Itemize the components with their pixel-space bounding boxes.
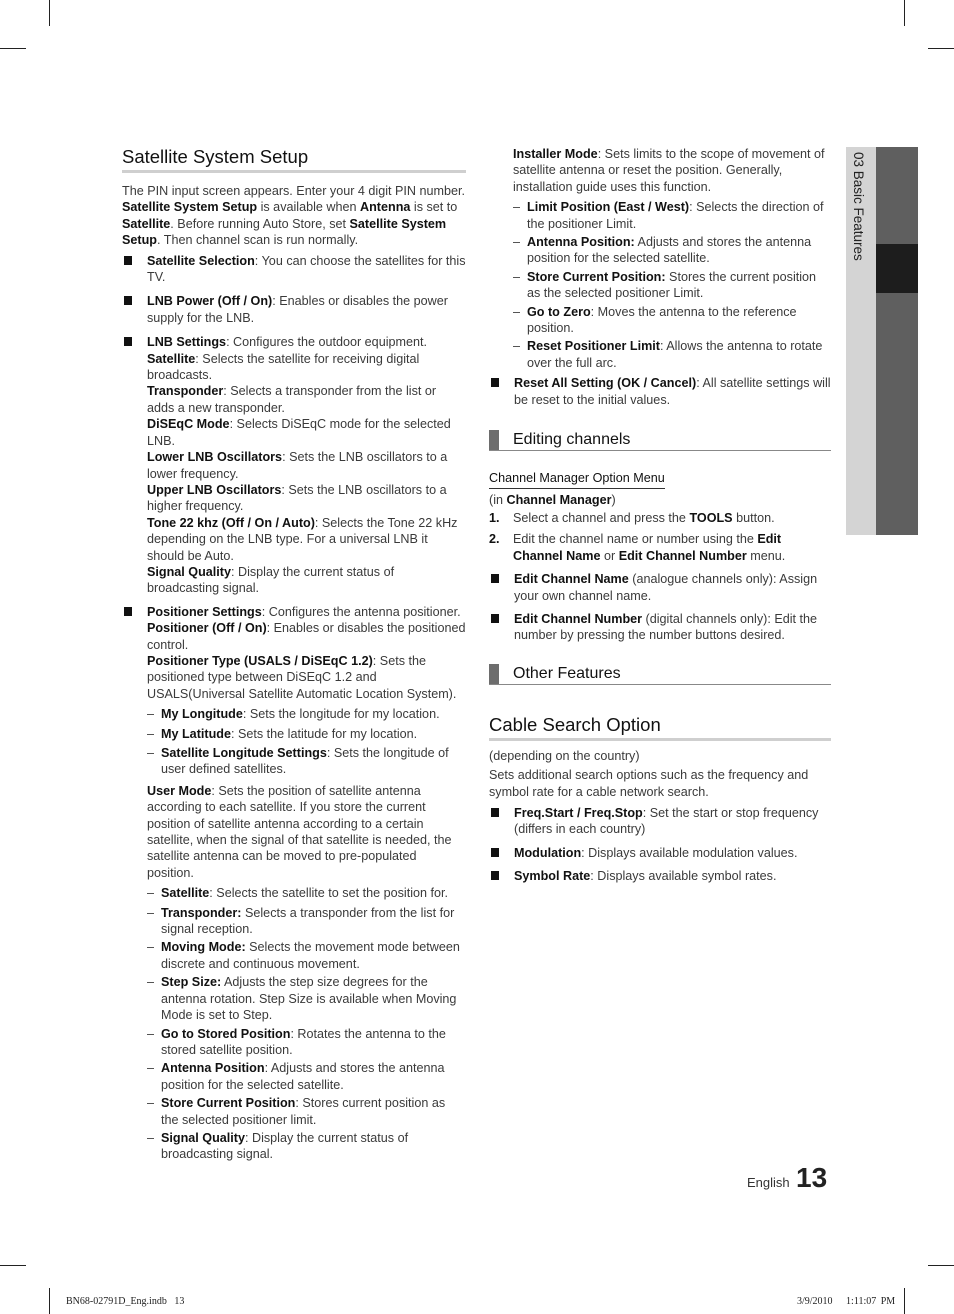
bullet-item (489, 375, 831, 408)
crop-mark (904, 0, 905, 26)
subsection-title: Other Features (489, 664, 831, 685)
sub-item: User Mode: Sets the position of satellite antenna according to each satellite. If you store the current position of satellite antenna according to a certain satellite, when the signal of that satellite is needed, the satellite antenna can be moved to pre-populated position. (147, 783, 452, 880)
menu-location: (in Channel Manager) (489, 492, 616, 507)
bullet-text: Edit Channel Number (digital channels only): Edit the number by pressing the number buttons desired. (514, 611, 818, 643)
sub-item: Installer Mode: Sets limits to the scope of movement of satellite antenna or reset the position. Generally, installation guide uses this function. (513, 147, 825, 194)
bullet-text: Satellite Selection: You can choose the satellites for this TV. (147, 253, 466, 285)
step-text: Select a channel and press the TOOLS button. (513, 510, 775, 525)
print-date-info: 3/9/2010 1:11:07 PM (797, 1296, 896, 1307)
bullet-text: Symbol Rate: Displays available symbol rates. (514, 869, 777, 884)
bullet-text: Reset All Setting (OK / Cancel): All satellite settings will be reset to the initial values. (514, 376, 831, 407)
bullet-square-icon (124, 296, 132, 305)
dash-text: Step Size: Adjusts the step size degrees for the antenna rotation. Step Size is available when Moving Mode is set to Step. (161, 975, 457, 1023)
dash-text: Signal Quality: Display the current status of broadcasting signal. (161, 1130, 409, 1162)
bullet-lnb-settings (122, 334, 466, 597)
bullet-item (122, 293, 466, 326)
bullet-square-icon (491, 574, 499, 583)
menu-heading-wrap (489, 470, 831, 488)
dash-item: – Moving Mode: Selects the movement mode between discrete and continuous movement. (147, 939, 466, 972)
bullet-square-icon (491, 378, 499, 387)
dash-item: – My Latitude: Sets the latitude for my location. (147, 726, 466, 742)
crop-mark (0, 48, 26, 49)
dash-text: Satellite: Selects the satellite to set the position for. (161, 886, 449, 901)
dash-text: Limit Position (East / West): Selects the direction of the positioner Limit. (527, 200, 824, 231)
bullet-text: LNB Settings: Configures the outdoor equipment. (147, 335, 427, 350)
intro-paragraph: The PIN input screen appears. Enter your 4 digit PIN number. Satellite System Setup is available when Antenna is set to Satellite. Before running Auto Store, set Satellite System Setup. Then channel scan is run normally. (122, 184, 466, 248)
bullet-text: Positioner Settings: Configures the antenna positioner. (147, 604, 461, 619)
note-text: (depending on the country) (489, 748, 640, 763)
dash-item: – Antenna Position: Adjusts and stores the antenna position for the selected satellite. (513, 234, 831, 267)
dash-text: Antenna Position: Adjusts and stores the antenna position for the selected satellite. (161, 1061, 445, 1092)
dash-text: Satellite Longitude Settings: Sets the longitude of user defined satellites. (161, 746, 449, 777)
dash-text: Store Current Position: Stores the current position as the selected positioner Limit. (527, 269, 817, 301)
dash-item: – Store Current Position: Stores the current position as the selected positioner Limit. (513, 269, 831, 302)
dash-text: Moving Mode: Selects the movement mode between discrete and continuous movement. (161, 940, 460, 971)
bullet-square-icon (124, 256, 132, 265)
sub-item: Tone 22 khz (Off / On / Auto): Selects the Tone 22 kHz depending on the LNB type. For a universal LNB it should be Auto. (147, 515, 458, 563)
dash-item: – Store Current Position: Stores current position as the selected positioner limit. (147, 1095, 466, 1128)
dash-item: – My Longitude: Sets the longitude for my location. (147, 706, 466, 722)
dash-item: – Reset Positioner Limit: Allows the antenna to rotate over the full arc. (513, 338, 831, 371)
dash-text: Go to Stored Position: Rotates the antenna to the stored satellite position. (161, 1026, 446, 1057)
dash-text: Store Current Position: Stores current position as the selected positioner limit. (161, 1096, 446, 1127)
step-number: 2. (489, 532, 500, 547)
bullet-item (122, 253, 466, 286)
side-tab-label: 03 Basic Features (851, 152, 866, 261)
section-title: Cable Search Option (489, 714, 831, 741)
crop-mark (0, 1265, 26, 1266)
page-number: 13 (796, 1162, 828, 1193)
dash-item: – Go to Stored Position: Rotates the antenna to the stored satellite position. (147, 1026, 466, 1059)
dash-text: Antenna Position: Adjusts and stores the antenna position for the selected satellite. (527, 235, 812, 266)
bullet-square-icon (491, 871, 499, 880)
bullet-square-icon (491, 614, 499, 623)
dash-item: – Transponder: Selects a transponder from the list for signal reception. (147, 905, 466, 938)
dash-text: My Latitude: Sets the latitude for my location. (161, 726, 418, 741)
sub-item: Positioner (Off / On): Enables or disables the positioned control. (147, 621, 466, 652)
bullet-square-icon (491, 848, 499, 857)
sub-item: Upper LNB Oscillators: Sets the LNB oscillators to a higher frequency. (147, 482, 447, 514)
bullet-square-icon (124, 607, 132, 616)
dash-text: My Longitude: Sets the longitude for my location. (161, 707, 440, 722)
bullet-text: LNB Power (Off / On): Enables or disables the power supply for the LNB. (147, 294, 448, 325)
dash-item: – Limit Position (East / West): Selects the direction of the positioner Limit. (513, 199, 831, 232)
dash-text: Go to Zero: Moves the antenna to the reference position. (527, 304, 797, 336)
bullet-item (489, 805, 831, 838)
dash-item: – Satellite: Selects the satellite to set the position for. (147, 885, 466, 901)
bullet-square-icon (124, 337, 132, 346)
left-column (122, 146, 466, 1163)
bullet-item (489, 571, 831, 604)
bullet-text: Modulation: Displays available modulation values. (514, 845, 798, 860)
dash-item: – Signal Quality: Display the current status of broadcasting signal. (147, 1130, 466, 1163)
installer-mode-block (489, 146, 831, 371)
bullet-square-icon (491, 808, 499, 817)
numbered-step (489, 531, 831, 564)
bullet-positioner-settings (122, 604, 466, 1163)
crop-mark (49, 1288, 50, 1314)
side-tab-bar (876, 147, 918, 535)
dash-text: Transponder: Selects a transponder from the list for signal reception. (161, 905, 455, 937)
dash-text: Reset Positioner Limit: Allows the antenna to rotate over the full arc. (527, 339, 823, 370)
sub-item: Signal Quality: Display the current status of broadcasting signal. (147, 564, 395, 596)
dash-item: – Antenna Position: Adjusts and stores the antenna position for the selected satellite. (147, 1060, 466, 1093)
sub-item: Transponder: Selects a transponder from the list or adds a new transponder. (147, 384, 437, 415)
menu-heading: Channel Manager Option Menu (489, 470, 665, 488)
numbered-step (489, 510, 831, 526)
sub-item: Positioner Type (USALS / DiSEqC 1.2): Sets the positioned type between DiSEqC 1.2 and USALS(Universal Satellite Automatic Location System). (147, 653, 457, 701)
side-tab-marker (876, 244, 918, 293)
bullet-text: Freq.Start / Freq.Stop: Set the start or stop frequency (differs in each country) (514, 805, 819, 837)
crop-mark (904, 1288, 905, 1314)
right-column (489, 146, 831, 885)
dash-item: – Satellite Longitude Settings: Sets the longitude of user defined satellites. (147, 745, 466, 778)
bullet-text: Edit Channel Name (analogue channels only): Assign your own channel name. (514, 572, 818, 603)
description-text: Sets additional search options such as the frequency and symbol rate for a cable network search. (489, 768, 809, 799)
sub-item: DiSEqC Mode: Selects DiSEqC mode for the selected LNB. (147, 417, 451, 448)
crop-mark (49, 0, 50, 26)
sub-item: Lower LNB Oscillators: Sets the LNB oscillators to a lower frequency. (147, 450, 448, 481)
crop-mark (928, 48, 954, 49)
footer-language: English (747, 1175, 790, 1190)
bullet-item (489, 611, 831, 644)
dash-item: – Go to Zero: Moves the antenna to the reference position. (513, 304, 831, 337)
bullet-item (489, 845, 831, 861)
print-file-info: BN68-02791D_Eng.indb 13 (66, 1296, 185, 1307)
sub-item: Satellite: Selects the satellite for receiving digital broadcasts. (147, 351, 420, 383)
subsection-title: Editing channels (489, 430, 831, 451)
step-number: 1. (489, 510, 500, 525)
step-text: Edit the channel name or number using the Edit Channel Name or Edit Channel Number menu. (513, 532, 786, 563)
crop-mark (928, 1265, 954, 1266)
bullet-item (489, 868, 831, 884)
section-title: Satellite System Setup (122, 146, 466, 173)
dash-item: – Step Size: Adjusts the step size degrees for the antenna rotation. Step Size is available when Moving Mode is set to Step. (147, 974, 466, 1023)
